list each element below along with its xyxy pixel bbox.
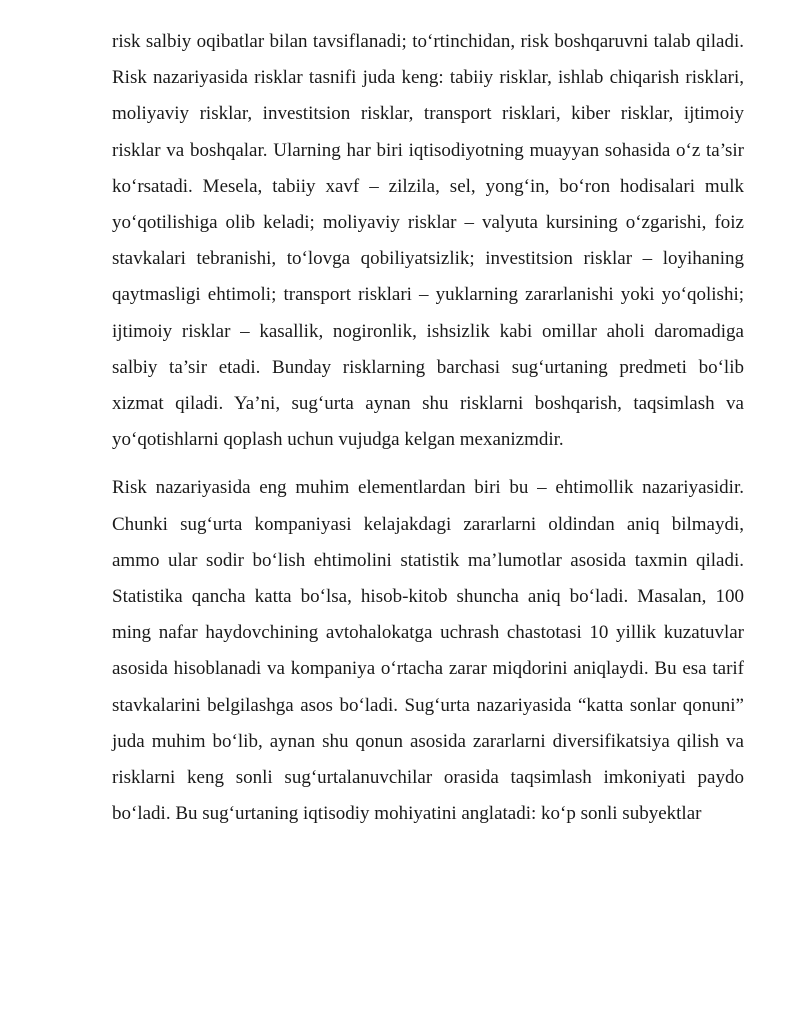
paragraph-risk-classification: risk salbiy oqibatlar bilan tavsiflanadi; to‘rtinchidan, risk boshqaruvni talab qiladi. Risk nazariyasida risklar tasnifi juda keng: tabiiy risklar, ishlab chiqarish risklari, moliyaviy risklar, investitsion risklar, transport risklari, kiber risklar, ijtimoiy risklar va boshqalar. Ularning har biri iqtisodiyotning muayyan sohasida o‘z ta’sir ko‘rsatadi. Mesela, tabiiy xavf – zilzila, sel, yong‘in, bo‘ron hodisalari mulk yo‘qotilishiga olib keladi; moliyaviy risklar – valyuta kursining o‘zgarishi, foiz stavkalari tebranishi, to‘lovga qobiliyatsizlik; investitsion risklar – loyihaning qaytmasligi ehtimoli; transport risklari – yuklarning zararlanishi yoki yo‘qolishi; ijtimoiy risklar – kasallik, nogironlik, ishsizlik kabi omillar aholi daromadiga salbiy ta’sir etadi. Bunday risklarning barchasi sug‘urtaning predmeti bo‘lib xizmat qiladi. Ya’ni, sug‘urta aynan shu risklarni boshqarish, taqsimlash va yo‘qotishlarni qoplash uchun vujudga kelgan mexanizmdir. — [112, 31, 744, 451]
document-page — [112, 24, 744, 832]
paragraph-probability-theory: Risk nazariyasida eng muhim elementlardan biri bu – ehtimollik nazariyasidir. Chunki sug‘urta kompaniyasi kelajakdagi zararlarni oldindan aniq bilmaydi, ammo ular sodir bo‘lish ehtimolini statistik ma’lumotlar asosida taxmin qiladi. Statistika qancha katta bo‘lsa, hisob-kitob shuncha aniq bo‘ladi. Masalan, 100 ming nafar haydovchining avtohalokatga uchrash chastotasi 10 yillik kuzatuvlar asosida hisoblanadi va kompaniya o‘rtacha zarar miqdorini aniqlaydi. Bu esa tarif stavkalarini belgilashga asos bo‘ladi. Sug‘urta nazariyasida “katta sonlar qonuni” juda muhim bo‘lib, aynan shu qonun asosida zararlarni diversifikatsiya qilish va risklarni keng sonli sug‘urtalanuvchilar orasida taqsimlash imkoniyati paydo bo‘ladi. Bu sug‘urtaning iqtisodiy mohiyatini anglatadi: ko‘p sonli subyektlar — [112, 477, 744, 825]
